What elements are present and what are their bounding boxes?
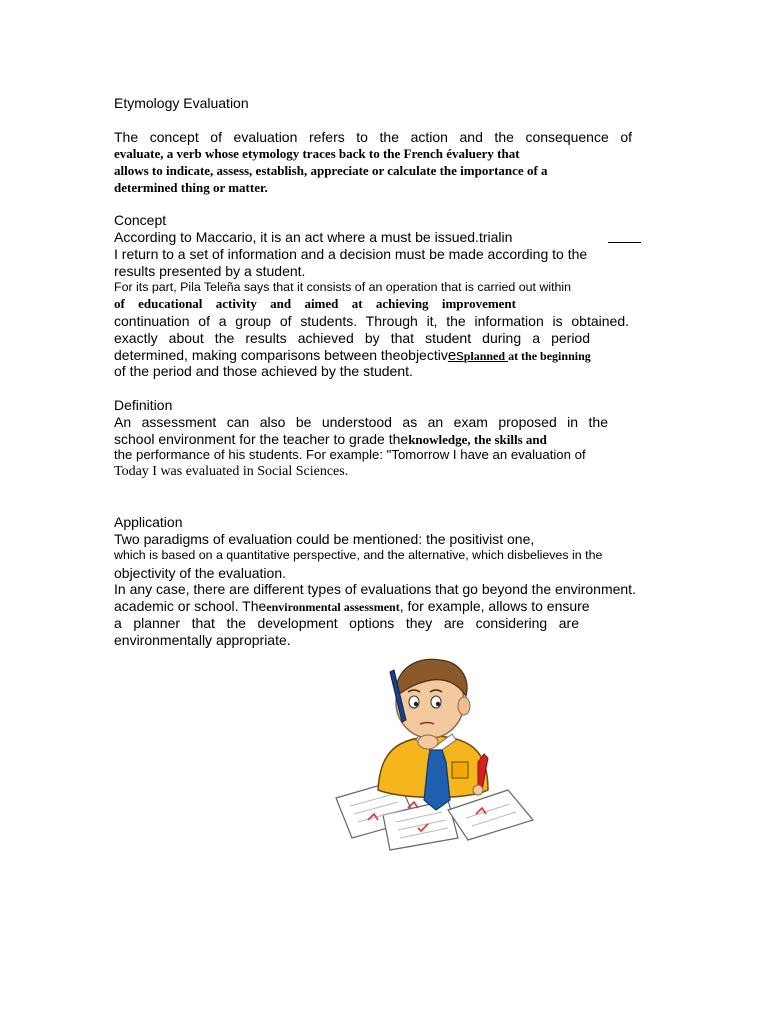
concept-line-2: I return to a set of information and a decision must be made according to the	[114, 246, 588, 262]
concept-line-8	[114, 348, 591, 364]
definition-heading: Definition	[114, 397, 173, 413]
concept-line-9: of the period and those achieved by the student.	[114, 363, 413, 379]
definition-line-2-part-a: school environment for the teacher to grade the	[114, 431, 409, 447]
intro-line-1: The concept of evaluation refers to the action and the consequence of	[114, 129, 632, 145]
definition-line-1: An assessment can also be understood as an exam proposed in the	[114, 414, 608, 430]
doc-title: Etymology Evaluation	[114, 95, 249, 111]
application-line-3: objectivity of the evaluation.	[114, 565, 286, 581]
definition-line-3: the performance of his students. For example: "Tomorrow I have an evaluation of	[114, 447, 586, 462]
application-line-6: a planner that the development options they are considering are	[114, 615, 579, 631]
application-line-2: which is based on a quantitative perspective, and the alternative, which disbelieves in the	[114, 548, 603, 562]
concept-line-4: For its part, Pila Teleña says that it consists of an operation that is carried out within	[114, 280, 572, 294]
student-grading-papers-icon	[328, 650, 544, 860]
concept-line-5: of educational activity and aimed at achieving improvement	[114, 296, 516, 311]
concept-line-6: continuation of a group of students. Through it, the information is obtained.	[114, 313, 629, 329]
concept-heading: Concept	[114, 212, 167, 228]
application-line-7: environmentally appropriate.	[114, 632, 291, 648]
application-line-5-part-b: environmental assessment	[266, 600, 400, 614]
concept-line-8-part-b: es	[447, 347, 464, 364]
intro-line-2: evaluate, a verb whose etymology traces back to the French évaluery that	[114, 146, 520, 161]
concept-line-3: results presented by a student.	[114, 263, 306, 279]
fill-in-blank	[608, 230, 641, 243]
application-line-5	[114, 599, 590, 615]
definition-line-2	[114, 432, 547, 448]
definition-line-2-part-b: knowledge, the skills and	[408, 432, 547, 447]
concept-line-8-part-a: determined, making comparisons between theobjectiv	[114, 347, 448, 363]
concept-line-7: exactly about the results achieved by that student during a period	[114, 330, 590, 346]
application-line-1: Two paradigms of evaluation could be mentioned: the positivist one,	[114, 531, 535, 547]
application-heading: Application	[114, 514, 183, 530]
concept-line-8-part-d: at the beginning	[508, 349, 591, 363]
application-line-5-part-c: , for example, allows to ensure	[399, 598, 590, 614]
intro-line-4: determined thing or matter.	[114, 180, 268, 195]
definition-line-4: Today I was evaluated in Social Sciences.	[114, 464, 349, 479]
concept-line-1: According to Maccario, it is an act where a must be issued.trialin	[114, 229, 513, 245]
intro-line-3: allows to indicate, assess, establish, appreciate or calculate the importance of a	[114, 163, 548, 178]
application-line-4: In any case, there are different types of evaluations that go beyond the environment.	[114, 581, 636, 597]
application-line-5-part-a: academic or school. The	[114, 598, 267, 614]
concept-line-8-part-c: planned	[463, 349, 509, 363]
